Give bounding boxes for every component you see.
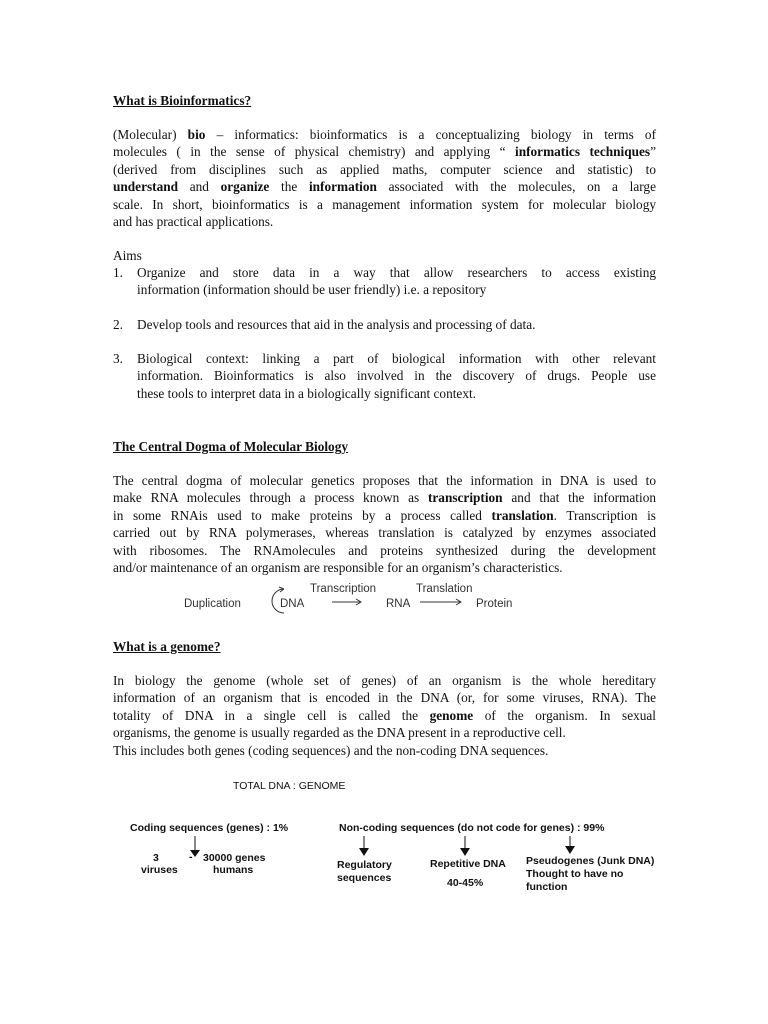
genome-breakdown-diagram	[0, 770, 768, 900]
range-dash: -	[189, 851, 193, 863]
viruses-label: viruses	[141, 864, 178, 876]
bioinformatics-paragraph: (Molecular) bio – informatics: bioinformatics is a conceptualizing biology in terms of molecules ( in the sense of physical chemistry) and applying “ informatics techniques” (derived from disciplines such as applied maths, computer science and statistic) to understand and organize the information associated with the molecules, on a large scale. In short, bioinformatics is a management information system for molecular biology and has practical applications.	[113, 127, 657, 230]
pseudogenes-note: Thought to have no	[526, 868, 624, 880]
genome-heading: What is a genome?	[113, 639, 221, 654]
bioinformatics-heading: What is Bioinformatics?	[113, 93, 252, 108]
regulatory-label: Regulatory	[337, 859, 392, 871]
regulatory-arrowhead	[359, 848, 369, 856]
rna-label: RNA	[386, 598, 411, 610]
coding-sequences-label: Coding sequences (genes) : 1%	[130, 822, 289, 834]
central-dogma-paragraph: The central dogma of molecular genetics proposes that the information in DNA is used to make RNA molecules through a process known as transcription and that the information in some RNAis used to make proteins by a process called translation. Transcription is carried out by RNA polymerases, whereas translation is catalyzed by enzymes associated with ribosomes. The RNAmolecules and proteins synthesized during the development and/or maintenance of an organism are responsible for an organism’s characteristics.	[113, 473, 656, 576]
central-dogma-heading: The Central Dogma of Molecular Biology	[113, 439, 349, 454]
transcription-label: Transcription	[310, 583, 377, 595]
genes-count: 30000 genes	[203, 852, 266, 864]
sequences-label: sequences	[337, 872, 392, 884]
humans-label: humans	[213, 864, 254, 876]
viruses-count: 3	[153, 852, 159, 864]
repetitive-percent: 40-45%	[447, 877, 484, 889]
duplication-label: Duplication	[184, 598, 241, 610]
list-item: 2. Develop tools and resources that aid in the analysis and processing of data.	[113, 317, 536, 332]
genome-title: TOTAL DNA : GENOME	[233, 780, 346, 792]
list-item: 1. Organize and store data in a way that allow researchers to access existing information (information should be user friendly) i.e. a repository	[113, 265, 656, 298]
central-dogma-diagram	[180, 580, 520, 616]
list-item: 3. Biological context: linking a part of biological information with other relevant information. Bioinformatics is also involved in the discovery of drugs. People use these tools to interpret data in a biologically significant context.	[113, 351, 656, 401]
pseudogenes-arrowhead	[565, 846, 575, 854]
repetitive-dna-label: Repetitive DNA	[430, 858, 506, 870]
pseudogenes-label: Pseudogenes (Junk DNA)	[526, 855, 655, 867]
repetitive-arrowhead	[460, 848, 470, 856]
noncoding-sequences-label: Non-coding sequences (do not code for genes) : 99%	[339, 822, 605, 834]
protein-label: Protein	[476, 598, 513, 610]
aims-label: Aims	[113, 248, 142, 263]
genome-paragraph: In biology the genome (whole set of genes) of an organism is the whole hereditary information of an organism that is encoded in the DNA (or, for some viruses, RNA). The totality of DNA in a single cell is called the genome of the organism. In sexual organisms, the genome is usually regarded as the DNA present in a reproductive cell. This includes both genes (coding sequences) and the non-coding DNA sequences.	[113, 673, 656, 758]
dna-label: DNA	[280, 598, 305, 610]
pseudogenes-note-2: function	[526, 881, 568, 893]
translation-label: Translation	[416, 583, 473, 595]
